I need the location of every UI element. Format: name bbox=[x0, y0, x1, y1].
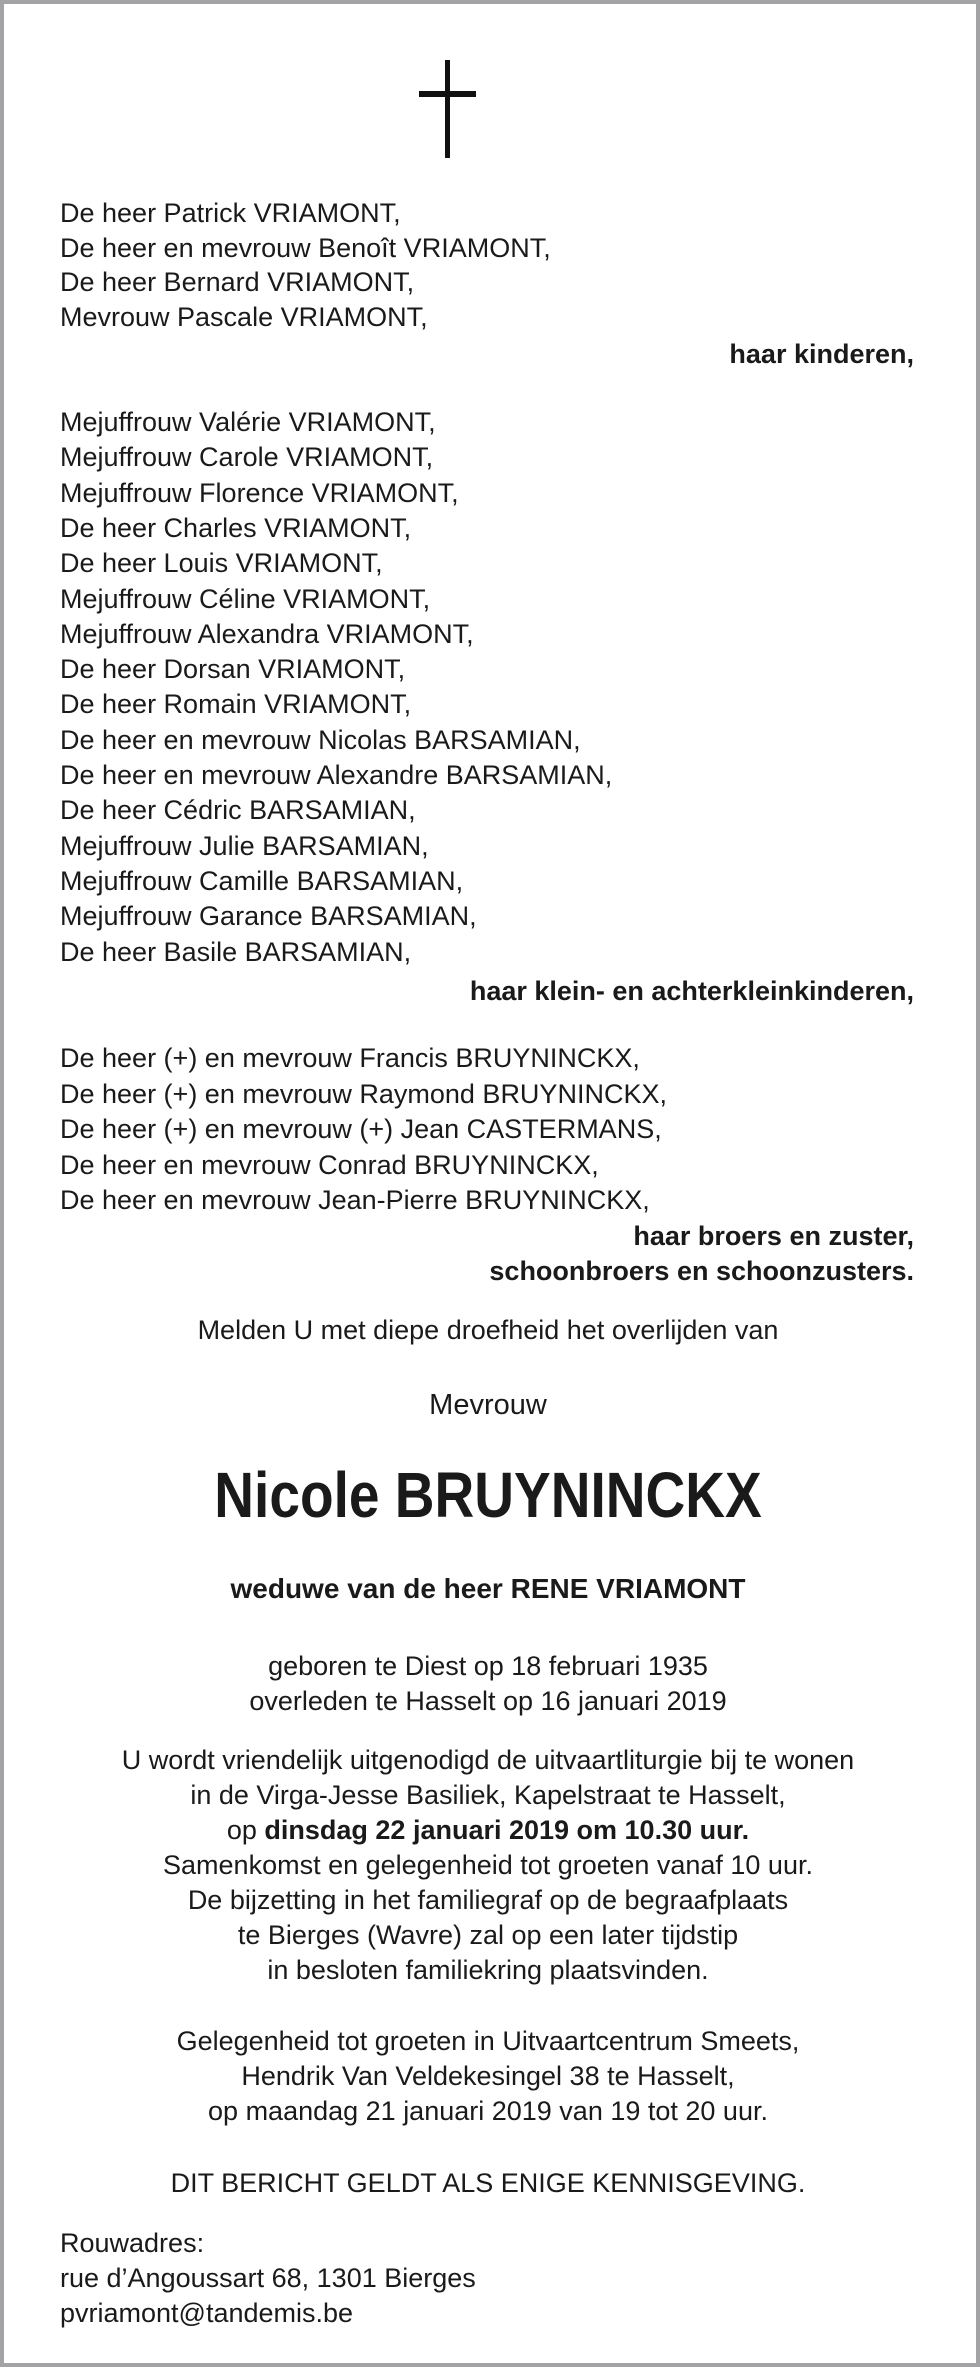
funeral-prefix: op bbox=[226, 1815, 265, 1845]
child-name: De heer en mevrouw Benoît VRIAMONT, bbox=[60, 232, 551, 263]
visitation-line: op maandag 21 januari 2019 van 19 tot 20 uur. bbox=[208, 2096, 768, 2126]
visitation-line: Gelegenheid tot groeten in Uitvaartcentrum Smeets, bbox=[176, 2026, 800, 2056]
grandchild-name: De heer Romain VRIAMONT, bbox=[60, 689, 412, 720]
visitation-line: Hendrik Van Veldekesingel 38 te Hasselt, bbox=[241, 2061, 735, 2091]
grandchild-name: De heer Dorsan VRIAMONT, bbox=[60, 654, 406, 685]
siblings-label-2: schoonbroers en schoonzusters. bbox=[489, 1256, 914, 1286]
address-email[interactable]: pvriamont@tandemis.be bbox=[60, 2298, 354, 2328]
siblings-label-1: haar broers en zuster, bbox=[633, 1221, 914, 1251]
grandchild-name: De heer Charles VRIAMONT, bbox=[60, 512, 412, 543]
grandchildren-label: haar klein- en achterkleinkinderen, bbox=[469, 976, 914, 1006]
grandchild-name: Mejuffrouw Carole VRIAMONT, bbox=[60, 442, 434, 473]
grandchild-name: De heer Basile BARSAMIAN, bbox=[60, 936, 412, 967]
title: Mevrouw bbox=[429, 1389, 547, 1421]
child-name: De heer Bernard VRIAMONT, bbox=[60, 267, 415, 297]
grandchild-name: De heer en mevrouw Nicolas BARSAMIAN, bbox=[60, 724, 581, 755]
funeral-date-line bbox=[0, 1813, 976, 1848]
sibling-name: De heer (+) en mevrouw Raymond BRUYNINCKX, bbox=[60, 1078, 667, 1109]
funeral-line: Samenkomst en gelegenheid tot groeten vanaf 10 uur. bbox=[163, 1850, 813, 1880]
funeral-line: te Bierges (Wavre) zal op een later tijdstip bbox=[237, 1920, 739, 1950]
funeral-line: De bijzetting in het familiegraf op de begraafplaats bbox=[187, 1885, 789, 1915]
grandchild-name: Mejuffrouw Valérie VRIAMONT, bbox=[60, 407, 436, 437]
deceased-name: Nicole BRUYNINCKX bbox=[214, 1459, 762, 1531]
funeral-line: in de Virga-Jesse Basiliek, Kapelstraat te Hasselt, bbox=[190, 1780, 786, 1810]
born-line: geboren te Diest op 18 februari 1935 bbox=[268, 1651, 708, 1681]
sibling-name: De heer en mevrouw Jean-Pierre BRUYNINCKX, bbox=[60, 1185, 650, 1215]
funeral-line: in besloten familiekring plaatsvinden. bbox=[267, 1955, 709, 1985]
address-label: Rouwadres: bbox=[60, 2228, 205, 2258]
announce-text: Melden U met diepe droefheid het overlijden van bbox=[197, 1315, 779, 1345]
grandchild-name: Mejuffrouw Alexandra VRIAMONT, bbox=[60, 618, 474, 649]
grandchild-name: Mejuffrouw Julie BARSAMIAN, bbox=[60, 830, 429, 861]
grandchild-name: Mejuffrouw Céline VRIAMONT, bbox=[60, 583, 431, 614]
widow-line: weduwe van de heer RENE VRIAMONT bbox=[230, 1573, 746, 1604]
grandchild-name: Mejuffrouw Garance BARSAMIAN, bbox=[60, 901, 477, 932]
grandchild-name: Mejuffrouw Florence VRIAMONT, bbox=[60, 477, 459, 508]
child-name: De heer Patrick VRIAMONT, bbox=[60, 198, 401, 228]
sibling-name: De heer (+) en mevrouw Francis BRUYNINCKX, bbox=[60, 1043, 640, 1073]
sibling-name: De heer (+) en mevrouw (+) Jean CASTERMANS, bbox=[60, 1114, 662, 1144]
children-label: haar kinderen, bbox=[729, 339, 914, 369]
funeral-date: dinsdag 22 januari 2019 om 10.30 uur. bbox=[264, 1815, 750, 1845]
funeral-line: U wordt vriendelijk uitgenodigd de uitvaartliturgie bij te wonen bbox=[121, 1745, 855, 1775]
grandchild-name: De heer Louis VRIAMONT, bbox=[60, 548, 383, 579]
grandchild-name: De heer Cédric BARSAMIAN, bbox=[60, 795, 416, 826]
address-street: rue d’Angoussart 68, 1301 Bierges bbox=[60, 2263, 476, 2293]
grandchild-name: Mejuffrouw Camille BARSAMIAN, bbox=[60, 865, 464, 896]
grandchild-name: De heer en mevrouw Alexandre BARSAMIAN, bbox=[60, 760, 613, 790]
died-line: overleden te Hasselt op 16 januari 2019 bbox=[249, 1686, 727, 1716]
cross-icon bbox=[419, 60, 476, 158]
child-name: Mevrouw Pascale VRIAMONT, bbox=[60, 301, 428, 332]
notice: DIT BERICHT GELDT ALS ENIGE KENNISGEVING. bbox=[170, 2168, 806, 2198]
sibling-name: De heer en mevrouw Conrad BRUYNINCKX, bbox=[60, 1149, 599, 1180]
